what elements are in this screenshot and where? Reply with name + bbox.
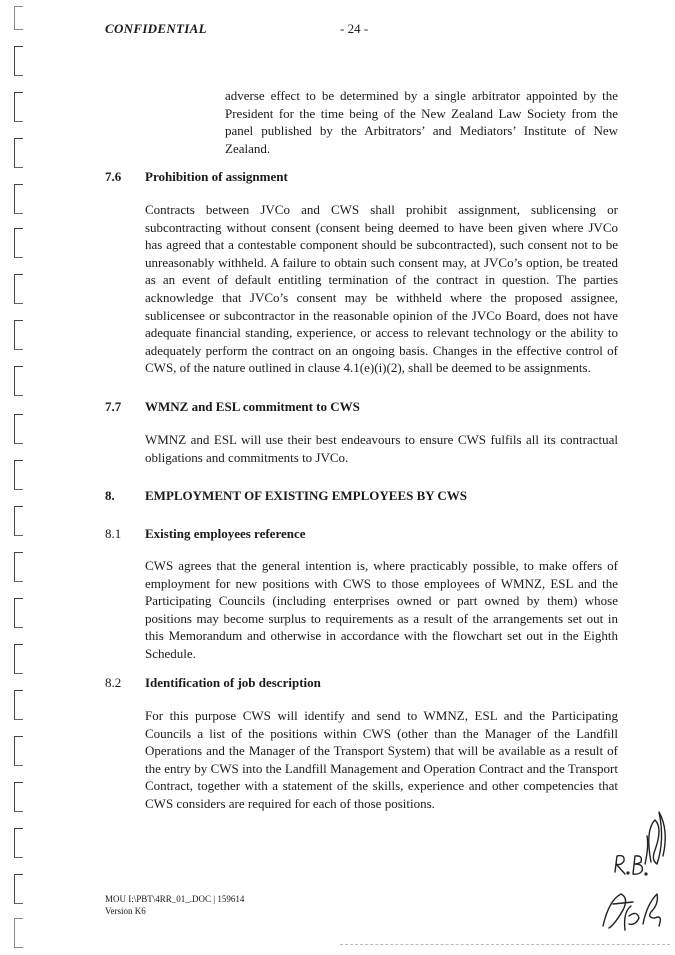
section-8-1-number: 8.1 bbox=[105, 526, 122, 541]
section-8-number: 8. bbox=[105, 488, 115, 503]
section-8-title: EMPLOYMENT OF EXISTING EMPLOYEES BY CWS bbox=[145, 488, 468, 503]
section-7-7-number: 7.7 bbox=[105, 399, 122, 414]
binder-mark bbox=[14, 46, 23, 76]
binder-mark bbox=[14, 828, 23, 858]
bottom-edge-line bbox=[340, 944, 670, 945]
binder-mark bbox=[14, 506, 23, 536]
binder-mark bbox=[14, 6, 23, 30]
binder-mark bbox=[14, 918, 23, 948]
section-8-1-title: Existing employees reference bbox=[145, 526, 306, 541]
handwritten-initials bbox=[585, 800, 670, 945]
binder-mark bbox=[14, 366, 23, 396]
document-version: Version K6 bbox=[105, 906, 146, 916]
binder-mark bbox=[14, 736, 23, 766]
binder-mark bbox=[14, 320, 23, 350]
binder-marks bbox=[14, 0, 38, 955]
binder-mark bbox=[14, 92, 23, 122]
intro-paragraph: adverse effect to be determined by a single arbitrator appointed by the President for the time being of the New Zealand Law Society from the panel published by the Arbitrators’ and Mediators’ Institute of New Zealand. bbox=[225, 88, 618, 156]
binder-mark bbox=[14, 690, 23, 720]
binder-mark bbox=[14, 460, 23, 490]
binder-mark bbox=[14, 598, 23, 628]
binder-mark bbox=[14, 184, 23, 214]
section-7-7-title: WMNZ and ESL commitment to CWS bbox=[145, 399, 360, 414]
binder-mark bbox=[14, 414, 23, 444]
binder-mark bbox=[14, 228, 23, 258]
section-7-7-text: WMNZ and ESL will use their best endeavours to ensure CWS fulfils all its contractual obligations and commitments to JVCo. bbox=[145, 432, 618, 465]
binder-mark bbox=[14, 138, 23, 168]
binder-mark bbox=[14, 552, 23, 582]
section-7-6-text: Contracts between JVCo and CWS shall prohibit assignment, sublicensing or subcontracting without consent (consent being deemed to have been given where JVCo has agreed that a contestable component should be subcontracted), such consent not to be unreasonably withheld. A failure to obtain such consent may, at JVCo’s option, be treated as an event of default entitling termination of the contract in question. The parties acknowledge that JVCo’s consent may be withheld where the proposed assignee, sublicensee or subcontractor in the reasonable opinion of the JVCo Board, does not have adequate financial standing, experience, or access to relevant technology or the ability to adequately perform the contract on an ongoing basis. Changes in the effective control of CWS, of the nature outlined in clause 4.1(e)(i)(2), shall be deemed to be assignments. bbox=[145, 202, 618, 376]
section-8-2-number: 8.2 bbox=[105, 675, 122, 690]
footer-reference bbox=[105, 893, 244, 917]
document-reference: MOU I:\PBT\4RR_01_.DOC | 159614 bbox=[105, 894, 245, 904]
confidential-label: CONFIDENTIAL bbox=[105, 21, 207, 36]
signature-scribbles bbox=[585, 800, 670, 940]
section-8-2-title: Identification of job description bbox=[145, 675, 321, 690]
binder-mark bbox=[14, 274, 23, 304]
page-number: - 24 - bbox=[340, 21, 369, 36]
section-8-2-text: For this purpose CWS will identify and send to WMNZ, ESL and the Participating Councils a list of the positions within CWS (other than the Manager of the Landfill Operations and the Manager of the Transport System) that will be available as a result of the entry by CWS into the Landfill Management and Operation Contract and the Transport Contract, together with a statement of the skills, experience and other competencies that CWS considers are required for each of those positions. bbox=[145, 708, 618, 811]
binder-mark bbox=[14, 874, 23, 904]
section-7-6-number: 7.6 bbox=[105, 169, 122, 184]
section-8-1-text: CWS agrees that the general intention is, where practicably possible, to make offers of employment for new positions with CWS to those employees of WMNZ, ESL and the Participating Councils (including enterprises owned or part owned by them) whose positions may become surplus to requirements as a result of the arrangements set out in this Memorandum and otherwise in accordance with the flowchart set out in the Eighth Schedule. bbox=[145, 558, 618, 661]
section-7-6-title: Prohibition of assignment bbox=[145, 169, 288, 184]
binder-mark bbox=[14, 782, 23, 812]
binder-mark bbox=[14, 644, 23, 674]
